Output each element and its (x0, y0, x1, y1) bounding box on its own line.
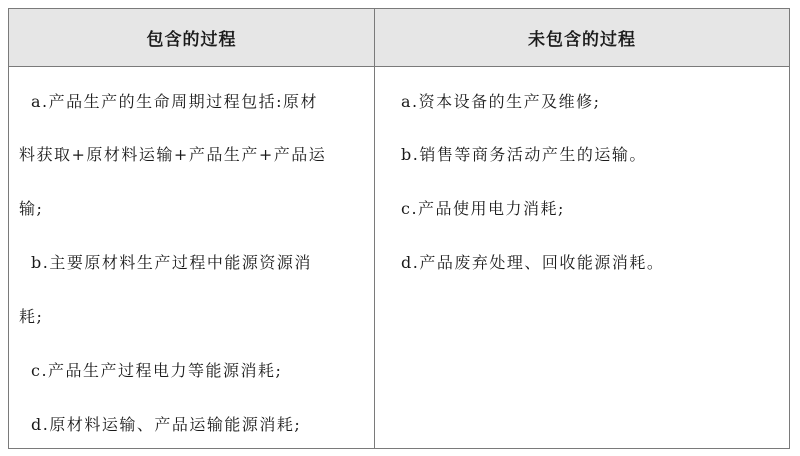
included-line: 料获取+原材料运输+产品生产+产品运 (19, 145, 327, 164)
header-excluded: 未包含的过程 (375, 9, 789, 67)
included-line: a.产品生产的生命周期过程包括:原材 (31, 92, 319, 111)
included-cell (9, 67, 375, 448)
included-line: d.原材料运输、产品运输能源消耗; (31, 415, 302, 434)
included-line: c.产品生产过程电力等能源消耗; (31, 361, 283, 380)
included-line: 输; (19, 199, 44, 218)
excluded-item: c.产品使用电力消耗; (401, 199, 565, 218)
header-included: 包含的过程 (9, 9, 375, 67)
excluded-item: d.产品废弃处理、回收能源消耗。 (401, 253, 665, 272)
excluded-cell (375, 67, 789, 448)
excluded-item: a.资本设备的生产及维修; (401, 92, 601, 111)
excluded-item: b.销售等商务活动产生的运输。 (401, 145, 647, 164)
included-line: 耗; (19, 307, 44, 326)
included-line: b.主要原材料生产过程中能源资源消 (31, 253, 312, 272)
process-table (8, 8, 790, 449)
